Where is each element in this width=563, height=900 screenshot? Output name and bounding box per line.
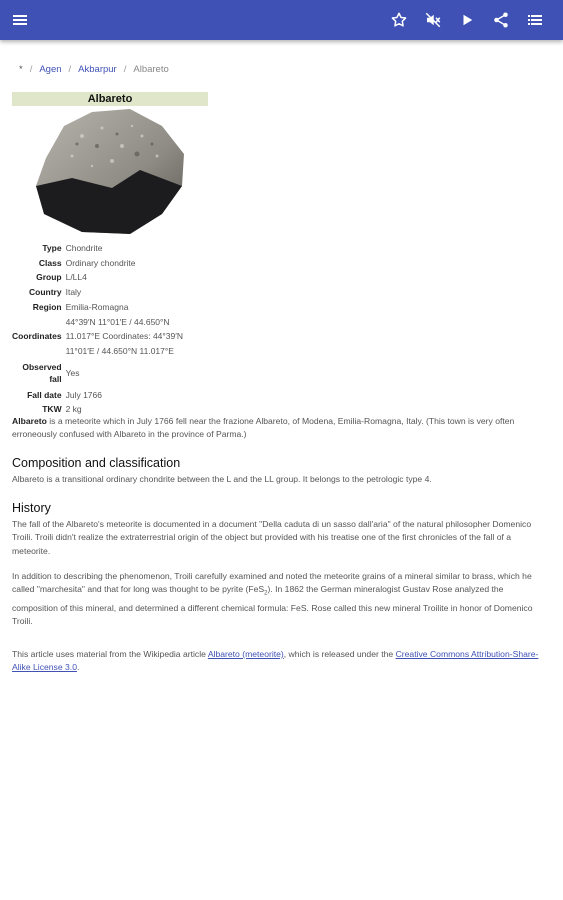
- mute-icon[interactable]: [421, 8, 445, 32]
- row-key: Type: [42, 243, 62, 253]
- history-paragraph-2: [12, 570, 550, 628]
- menu-icon[interactable]: [8, 8, 32, 32]
- coords-line-1: 44°39′N 11°01′E / 44.650°N: [65, 316, 170, 327]
- intro-paragraph: [12, 415, 550, 442]
- history-p2-subscript: 2: [264, 591, 268, 598]
- infobox-row-type: [12, 241, 183, 256]
- row-key: Region: [32, 301, 62, 312]
- coords-line-3: 11°01′E / 44.650°N 11.017°E: [65, 345, 174, 356]
- history-p2-text-b: ). In 1862 the German mineralogist Gustav Rose analyzed the composition of this mineral, and determined a different chemical formula: FeS. Rose called this new mineral Troilite in honor of Domenico Troili.: [12, 584, 533, 626]
- infobox-row-coordinates: [12, 315, 183, 359]
- app-bar: [0, 0, 563, 40]
- cc-license-link[interactable]: Creative Commons Attribution-Share-Alike License 3.0: [12, 649, 539, 673]
- infobox-title: Albareto: [12, 92, 208, 106]
- row-value: [66, 315, 183, 359]
- breadcrumb-home[interactable]: *: [19, 64, 23, 75]
- row-key: Country: [29, 287, 62, 298]
- license-text-mid: , which is released under the: [283, 649, 396, 659]
- history-p2-text-a: In addition to describing the phenomenon, Troili carefully examined and noted the meteorite grains of a mineral similar to brass, which he called "marchesita" and that for long was thought to be pyrite (FeS: [12, 571, 532, 595]
- license-note: [12, 648, 550, 675]
- intro-text: is a meteorite which in July 1766 fell near the frazione Albareto, of Modena, Emilia-Romagna, Italy. (This town is very often erroneously confused with Albareto in the province of Parma.): [12, 416, 515, 440]
- share-icon[interactable]: [489, 8, 513, 32]
- reader-icon[interactable]: [523, 8, 547, 32]
- row-value: Ordinary chondrite: [65, 257, 136, 268]
- wikipedia-article-link[interactable]: Albareto (meteorite): [207, 649, 284, 659]
- breadcrumb: * / Agen / Akbarpur / Albareto: [19, 64, 169, 75]
- row-key: TKW: [42, 404, 62, 415]
- section-heading-history: History: [12, 501, 51, 515]
- infobox-row-class: [12, 256, 183, 271]
- star-icon[interactable]: [387, 8, 411, 32]
- coords-line-2: 11.017°E Coordinates: 44°39′N: [65, 331, 183, 342]
- infobox-table: [12, 241, 183, 417]
- infobox-row-fall-date: [12, 388, 183, 403]
- row-value: L/LL4: [65, 272, 87, 283]
- infobox-row-group: [12, 270, 183, 285]
- row-key: Coordinates: [12, 331, 62, 342]
- section-heading-composition: Composition and classification: [12, 456, 181, 470]
- intro-bold-term: Albareto: [12, 416, 47, 426]
- breadcrumb-item-akbarpur[interactable]: Akbarpur: [78, 64, 117, 75]
- infobox-row-country: [12, 285, 183, 300]
- row-value: Emilia-Romagna: [65, 301, 129, 312]
- composition-paragraph: Albareto is a transitional ordinary chondrite between the L and the LL group. It belongs to the petrologic type 4.: [12, 474, 432, 484]
- infobox: [12, 92, 208, 236]
- infobox-row-region: [12, 300, 183, 315]
- row-key: Group: [36, 272, 62, 283]
- breadcrumb-current: Albareto: [133, 64, 169, 75]
- row-key: Observed fall: [22, 361, 62, 385]
- row-value: Yes: [65, 367, 80, 378]
- row-value: Chondrite: [65, 243, 103, 253]
- meteorite-image[interactable]: [12, 106, 208, 236]
- history-paragraph-1: The fall of the Albareto's meteorite is documented in a document "Della caduta di un sasso dall'aria" of the natural philosopher Domenico Troili. Troili didn't realize the extraterrestrial origin of the object but provided with his treatise one of the first chronicles of the fall of a meteorite.: [12, 519, 532, 556]
- row-value: July 1766: [65, 389, 102, 400]
- license-text-post: .: [76, 662, 80, 673]
- row-value: Italy: [65, 287, 82, 298]
- row-value: 2 kg: [65, 404, 82, 415]
- play-icon[interactable]: [455, 8, 479, 32]
- license-text-pre: This article uses material from the Wikipedia article: [12, 649, 208, 659]
- row-key: Fall date: [27, 389, 62, 400]
- row-key: Class: [38, 257, 62, 268]
- infobox-row-observed-fall: [12, 359, 183, 388]
- breadcrumb-item-agen[interactable]: Agen: [39, 64, 62, 75]
